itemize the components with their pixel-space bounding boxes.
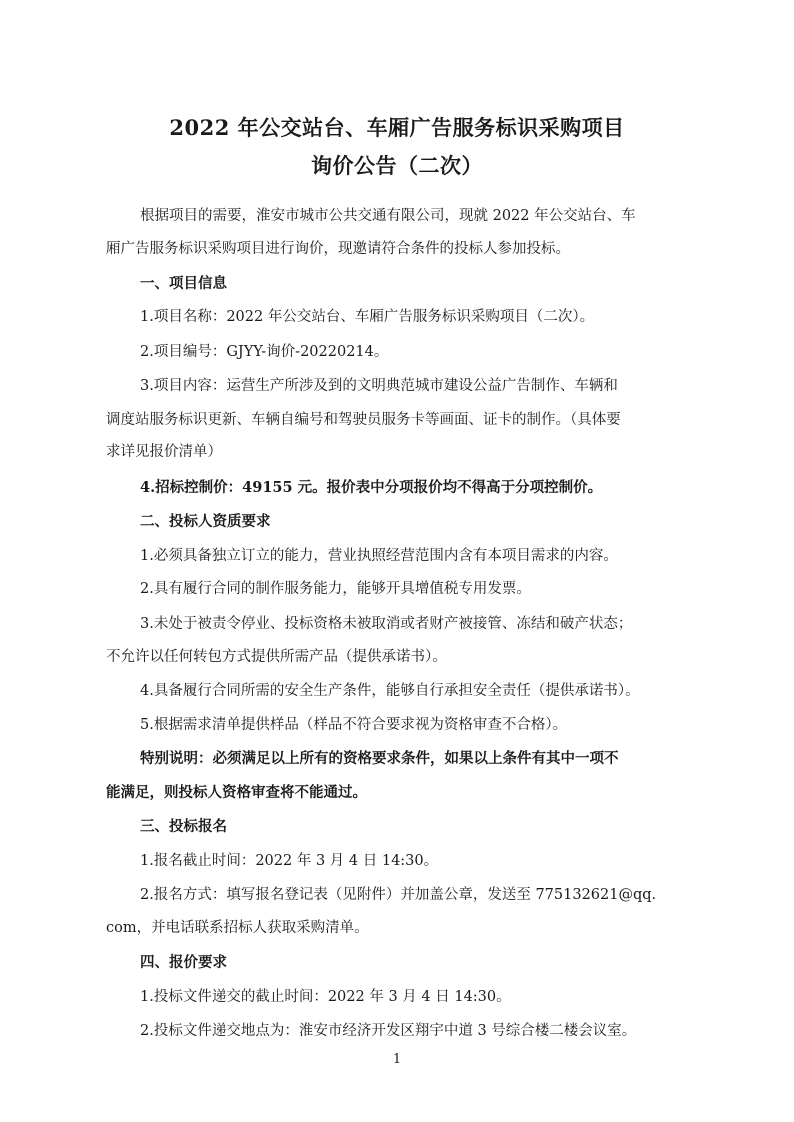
document-title-line2: 询价公告（二次） xyxy=(311,153,483,178)
section2-item4: 4.具备履行合同所需的安全生产条件，能够自行承担安全责任（提供承诺书）。 xyxy=(140,683,640,699)
section1-item4: 4.招标控制价：49155 元。报价表中分项报价均不得高于分项控制价。 xyxy=(140,479,603,496)
page-number: 1 xyxy=(392,1052,402,1067)
section4-item1: 1.投标文件递交的截止时间：2022 年 3 月 4 日 14:30。 xyxy=(140,989,511,1005)
section2-item2: 2.具有履行合同的制作服务能力，能够开具增值税专用发票。 xyxy=(140,581,531,597)
intro-paragraph-line2: 厢广告服务标识采购项目进行询价，现邀请符合条件的投标人参加投标。 xyxy=(106,241,570,257)
section2-note-line1: 特别说明：必须满足以上所有的资格要求条件，如果以上条件有其中一项不 xyxy=(140,750,619,767)
section1-item3-line3: 求详见报价清单） xyxy=(106,444,222,460)
section4-item2: 2.投标文件递交地点为：淮安市经济开发区翔宇中道 3 号综合楼二楼会议室。 xyxy=(140,1023,637,1039)
document-title-line1: 2022 年公交站台、车厢广告服务标识采购项目 xyxy=(169,115,625,140)
section4-heading: 四、报价要求 xyxy=(140,954,227,971)
section3-item2-line1: 2.报名方式：填写报名登记表（见附件）并加盖公章，发送至 775132621@qq. xyxy=(140,887,657,903)
intro-paragraph-line1: 根据项目的需要，淮安市城市公共交通有限公司，现就 2022 年公交站台、车 xyxy=(140,208,636,224)
section2-item3-line1: 3.未处于被责令停业、投标资格未被取消或者财产被接管、冻结和破产状态； xyxy=(140,616,633,632)
section2-item1: 1.必须具备独立订立的能力，营业执照经营范围内含有本项目需求的内容。 xyxy=(140,548,618,564)
section3-item1: 1.报名截止时间：2022 年 3 月 4 日 14:30。 xyxy=(140,853,439,869)
section2-note-line2: 能满足，则投标人资格审查将不能通过。 xyxy=(106,784,367,801)
section2-item3-line2: 不允许以任何转包方式提供所需产品（提供承诺书）。 xyxy=(106,649,447,665)
section1-item3-line1: 3.项目内容：运营生产所涉及到的文明典范城市建设公益广告制作、车辆和 xyxy=(140,378,618,394)
section2-item5: 5.根据需求清单提供样品（样品不符合要求视为资格审查不合格）。 xyxy=(140,717,568,733)
section1-item3-line2: 调度站服务标识更新、车辆自编号和驾驶员服务卡等画面、证卡的制作。（具体要 xyxy=(106,412,621,428)
section1-item1: 1.项目名称：2022 年公交站台、车厢广告服务标识采购项目（二次）。 xyxy=(140,309,595,325)
section3-heading: 三、投标报名 xyxy=(140,818,227,835)
section2-heading: 二、投标人资质要求 xyxy=(140,513,271,530)
section3-item2-line2: com，并电话联系招标人获取采购清单。 xyxy=(106,920,369,936)
section1-item2: 2.项目编号：GJYY-询价-20220214。 xyxy=(140,344,389,360)
section1-heading: 一、项目信息 xyxy=(140,275,227,292)
